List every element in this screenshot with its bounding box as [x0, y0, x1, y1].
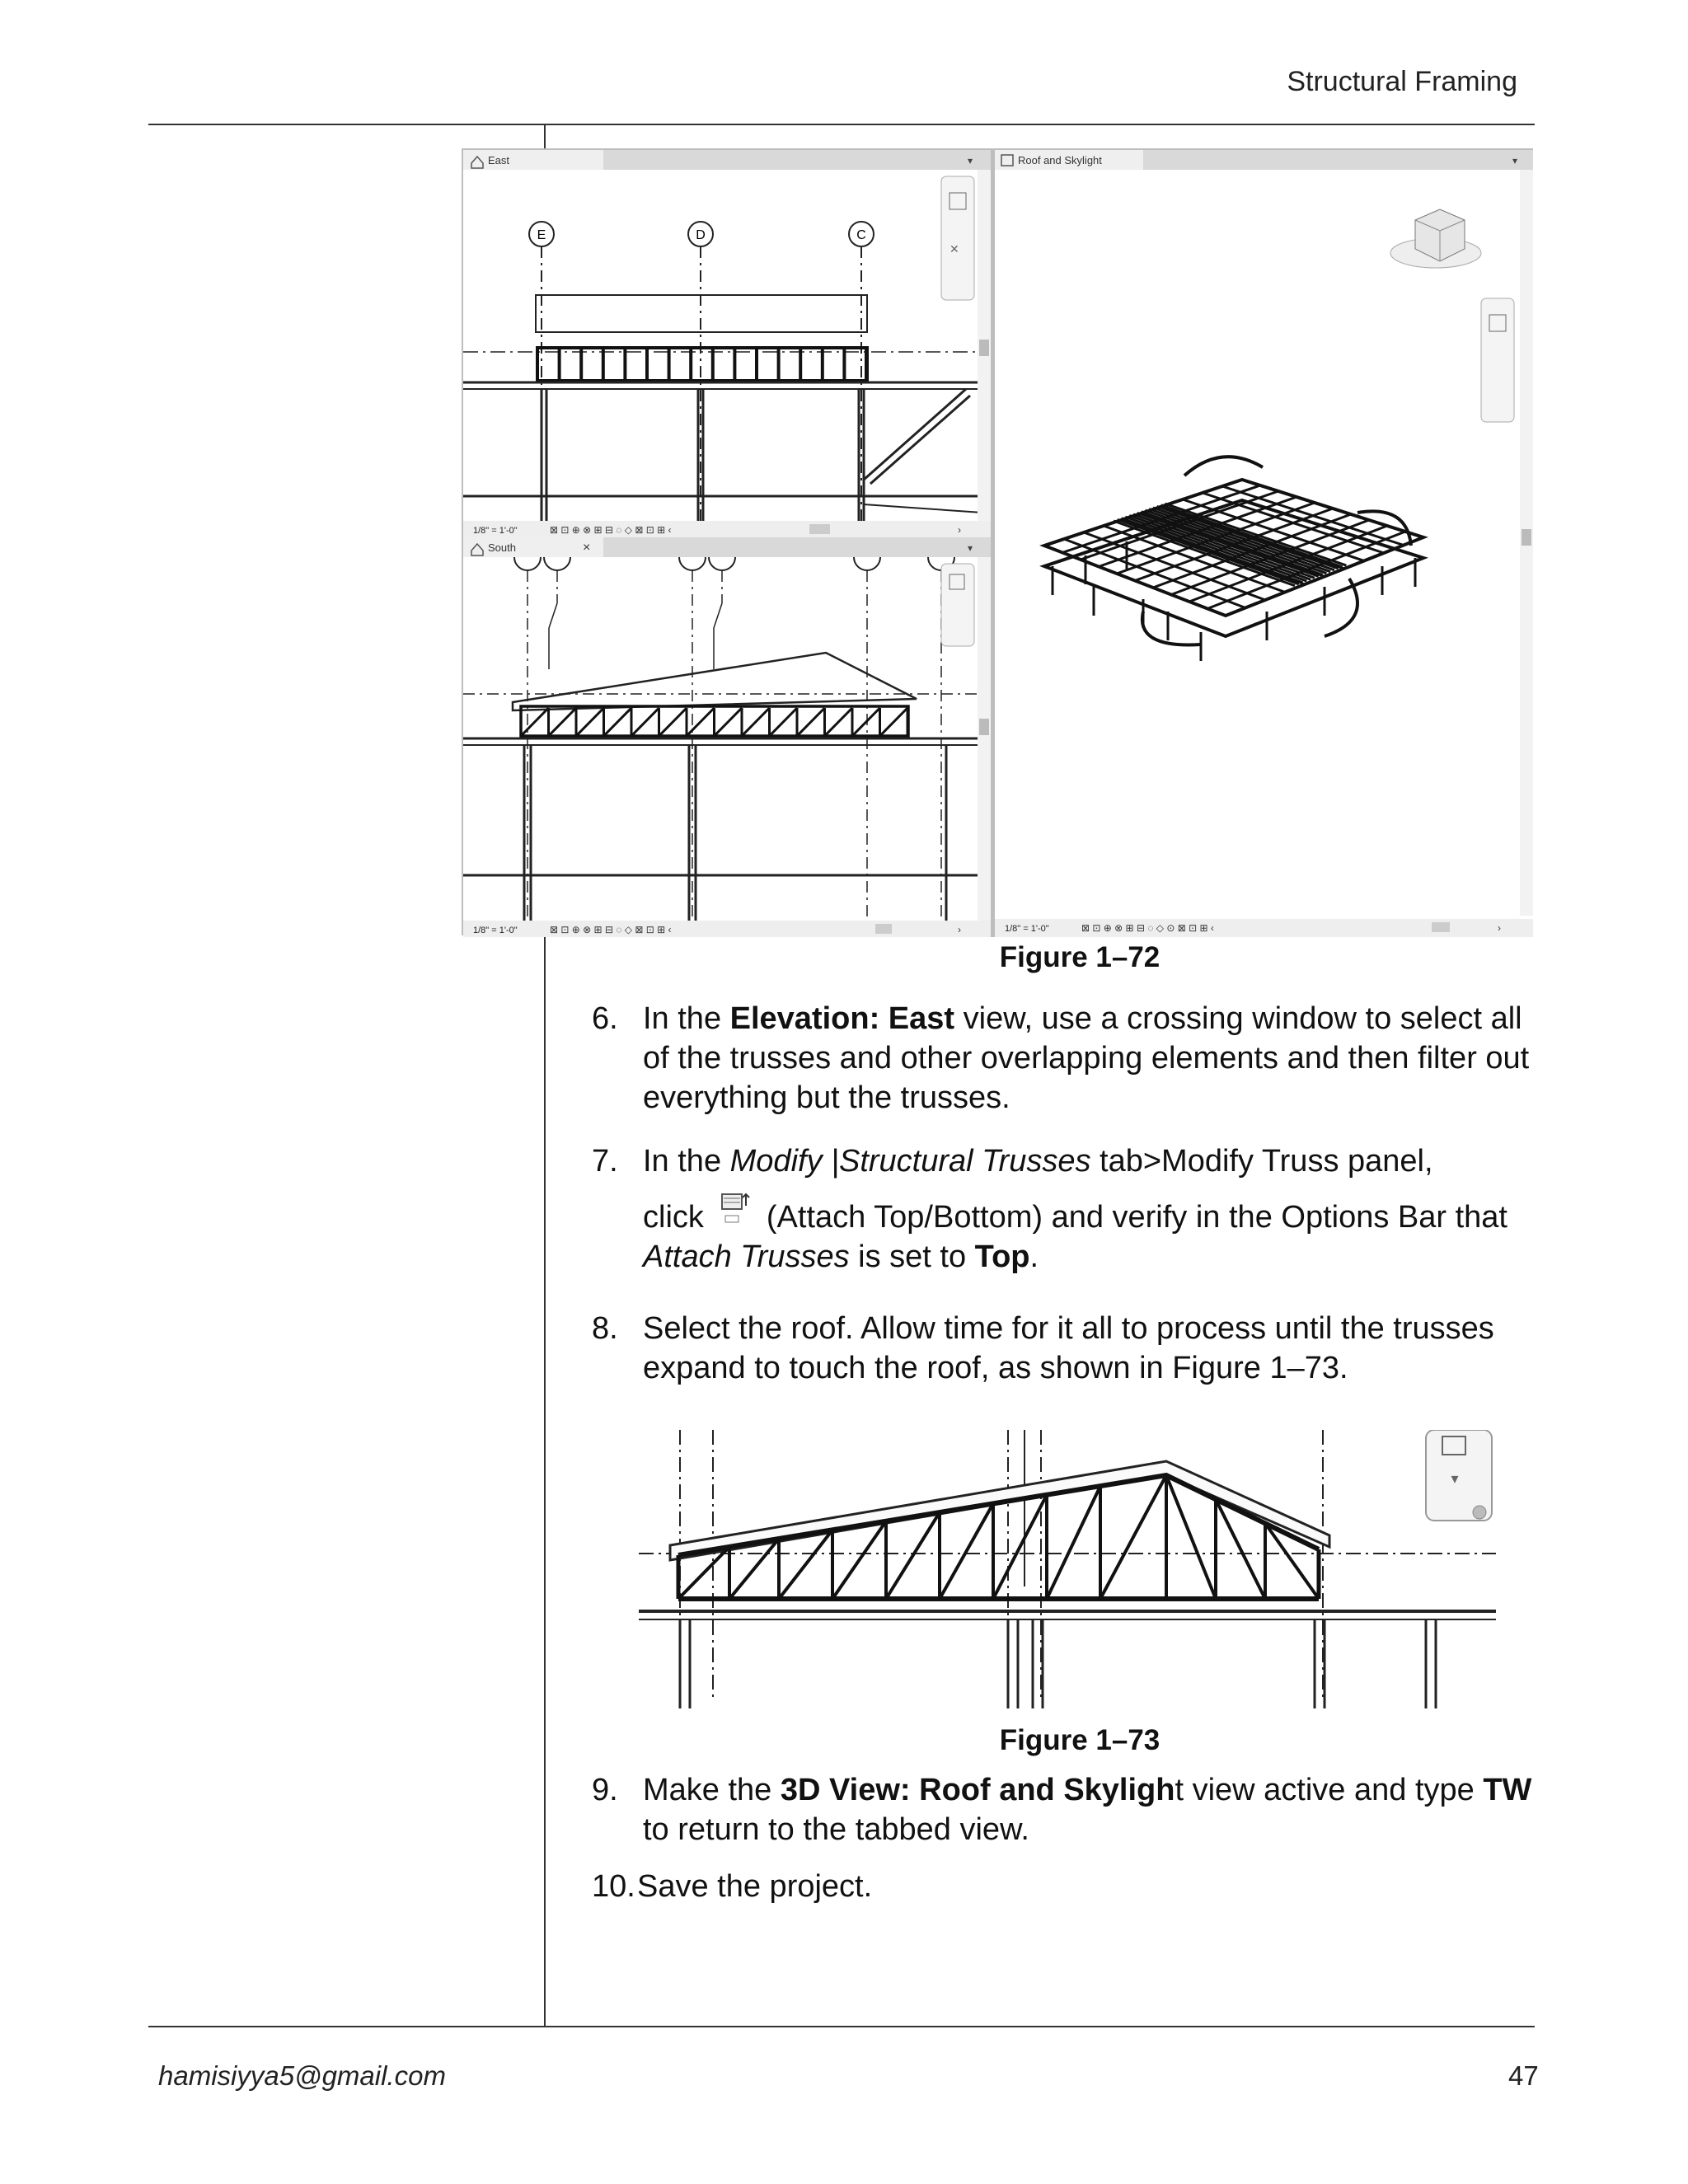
3d-view-title: Roof and Skylight [1018, 154, 1102, 166]
grid-label: D [696, 228, 706, 242]
roof-skylight-3d-view[interactable] [995, 150, 1533, 937]
section-title: Structural Framing [1287, 66, 1517, 97]
svg-text:⊠ ⊡ ⊕ ⊗ ⊞ ⊟ ◌ ◇ ⊙ ⊠ ⊡ ⊞ ‹: ⊠ ⊡ ⊕ ⊗ ⊞ ⊟ ◌ ◇ ⊙ ⊠ ⊡ ⊞ ‹ [1081, 922, 1214, 934]
step-9 [592, 1770, 1540, 1849]
step-number: 6. [592, 1001, 618, 1036]
figure-1-72-caption: Figure 1–72 [999, 941, 1160, 973]
svg-text:›: › [958, 924, 961, 935]
footer-email: hamisiyya5@gmail.com [158, 2060, 446, 2091]
step-9-text: Make the 3D View: Roof and Skylight view active and type TW to return to the tabbed view. [643, 1773, 1532, 1847]
close-icon: × [583, 541, 591, 555]
step-6-text: In the Elevation: East view, use a crossing window to select all of the trusses and other overlapping elements and then filter out everything but the trusses. [643, 1001, 1530, 1115]
attach-top-bottom-icon[interactable] [719, 1191, 752, 1230]
step-number: 10. [592, 1869, 635, 1904]
revit-views-screenshot [463, 150, 1535, 937]
grid-label: E [537, 228, 546, 242]
south-view[interactable] [463, 537, 991, 937]
east-view[interactable] [463, 150, 991, 537]
svg-text:⊠ ⊡ ⊕ ⊗ ⊞ ⊟ ◌ ◇ ⊠ ⊡ ⊞ ‹: ⊠ ⊡ ⊕ ⊗ ⊞ ⊟ ◌ ◇ ⊠ ⊡ ⊞ ‹ [550, 924, 672, 935]
svg-text:›: › [958, 524, 961, 536]
figure-1-73 [639, 1430, 1496, 1710]
figure-1-73-caption: Figure 1–73 [999, 1724, 1160, 1756]
south-scale: 1/8" = 1'-0" [473, 926, 518, 935]
step-number: 7. [592, 1144, 618, 1179]
header-rule [148, 124, 1535, 125]
3d-scale: 1/8" = 1'-0" [1005, 924, 1049, 934]
footer-rule [148, 2026, 1535, 2027]
east-scale: 1/8" = 1'-0" [473, 526, 518, 536]
svg-text:▾: ▾ [1451, 1470, 1459, 1487]
figure-1-72 [462, 148, 1533, 935]
svg-text:›: › [1498, 922, 1501, 934]
step-6 [592, 999, 1540, 1118]
step-number: 9. [592, 1773, 618, 1807]
step-7 [592, 1141, 1540, 1181]
svg-text:✕: ✕ [950, 242, 959, 255]
svg-text:▾: ▾ [968, 155, 973, 166]
step-number: 8. [592, 1311, 618, 1346]
step-7-continued [592, 1191, 1540, 1277]
step-8-text: Select the roof. Allow time for it all to process until the trusses expand to touch the roof, as shown in Figure 1–73. [643, 1311, 1494, 1385]
step-7-continued-text: click (Attach Top/Bottom) and verify in the Options Bar that Attach Trusses is set to Top. [643, 1191, 1540, 1277]
grid-label: C [856, 228, 866, 242]
step-10-text: Save the project. [637, 1869, 873, 1904]
step-8 [592, 1309, 1540, 1388]
svg-text:▾: ▾ [968, 542, 973, 554]
south-view-title: South [488, 541, 516, 554]
step-7-text: In the Modify |Structural Trusses tab>Modify Truss panel, [643, 1144, 1433, 1179]
step-10 [592, 1867, 1540, 1906]
page-number: 47 [1508, 2060, 1539, 2091]
east-view-title: East [488, 154, 510, 166]
svg-text:▾: ▾ [1512, 155, 1518, 166]
svg-text:⊠ ⊡ ⊕ ⊗ ⊞ ⊟ ◌ ◇ ⊠ ⊡ ⊞ ‹: ⊠ ⊡ ⊕ ⊗ ⊞ ⊟ ◌ ◇ ⊠ ⊡ ⊞ ‹ [550, 524, 672, 536]
